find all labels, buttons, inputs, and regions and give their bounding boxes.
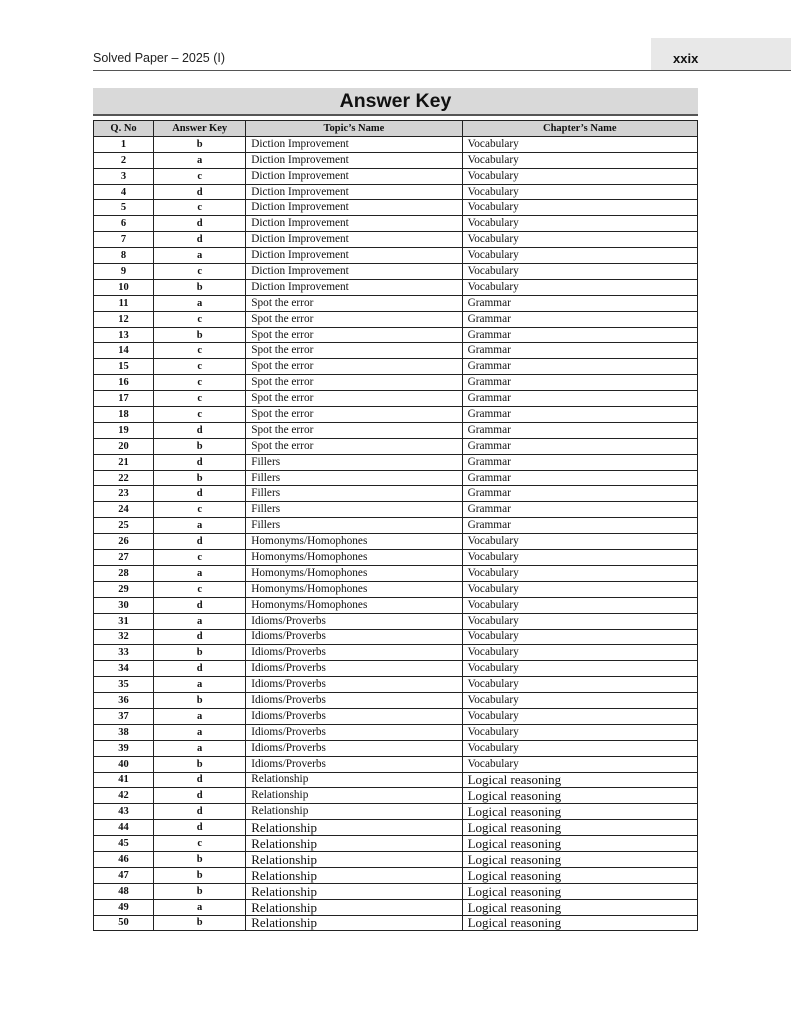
cell-answer: a <box>154 899 246 915</box>
cell-chapter: Logical reasoning <box>462 899 697 915</box>
page-number-box <box>651 38 791 71</box>
cell-qno: 5 <box>94 200 154 216</box>
cell-qno: 32 <box>94 629 154 645</box>
table-row <box>94 295 698 311</box>
cell-chapter: Vocabulary <box>462 740 697 756</box>
cell-topic: Spot the error <box>246 391 462 407</box>
cell-qno: 21 <box>94 454 154 470</box>
cell-chapter: Vocabulary <box>462 248 697 264</box>
cell-topic: Idioms/Proverbs <box>246 629 462 645</box>
table-row <box>94 152 698 168</box>
cell-chapter: Vocabulary <box>462 677 697 693</box>
cell-topic: Relationship <box>246 836 462 852</box>
cell-qno: 1 <box>94 136 154 152</box>
cell-topic: Idioms/Proverbs <box>246 661 462 677</box>
cell-qno: 35 <box>94 677 154 693</box>
header-divider <box>93 70 791 71</box>
cell-topic: Diction Improvement <box>246 248 462 264</box>
cell-chapter: Vocabulary <box>462 136 697 152</box>
table-row <box>94 343 698 359</box>
table-row <box>94 565 698 581</box>
table-row <box>94 788 698 804</box>
cell-qno: 41 <box>94 772 154 788</box>
cell-answer: b <box>154 327 246 343</box>
cell-qno: 8 <box>94 248 154 264</box>
cell-qno: 42 <box>94 788 154 804</box>
cell-chapter: Vocabulary <box>462 661 697 677</box>
cell-answer: b <box>154 883 246 899</box>
table-row <box>94 232 698 248</box>
cell-answer: c <box>154 264 246 280</box>
col-header-chapter: Chapter’s Name <box>462 121 697 137</box>
cell-topic: Fillers <box>246 486 462 502</box>
cell-qno: 4 <box>94 184 154 200</box>
cell-topic: Relationship <box>246 851 462 867</box>
cell-topic: Idioms/Proverbs <box>246 693 462 709</box>
table-row <box>94 645 698 661</box>
table-row <box>94 470 698 486</box>
cell-chapter: Logical reasoning <box>462 820 697 836</box>
cell-chapter: Vocabulary <box>462 724 697 740</box>
cell-topic: Spot the error <box>246 327 462 343</box>
table-row <box>94 438 698 454</box>
cell-qno: 17 <box>94 391 154 407</box>
cell-qno: 15 <box>94 359 154 375</box>
cell-qno: 48 <box>94 883 154 899</box>
table-row <box>94 597 698 613</box>
table-body <box>94 136 698 931</box>
cell-chapter: Vocabulary <box>462 629 697 645</box>
cell-topic: Diction Improvement <box>246 279 462 295</box>
cell-chapter: Logical reasoning <box>462 772 697 788</box>
table-row <box>94 915 698 931</box>
cell-chapter: Logical reasoning <box>462 883 697 899</box>
cell-answer: a <box>154 677 246 693</box>
cell-answer: c <box>154 407 246 423</box>
table-row <box>94 279 698 295</box>
table-row <box>94 899 698 915</box>
table-row <box>94 359 698 375</box>
cell-topic: Homonyms/Homophones <box>246 581 462 597</box>
cell-qno: 44 <box>94 820 154 836</box>
cell-chapter: Grammar <box>462 470 697 486</box>
cell-answer: d <box>154 216 246 232</box>
cell-answer: c <box>154 836 246 852</box>
cell-chapter: Grammar <box>462 343 697 359</box>
cell-qno: 31 <box>94 613 154 629</box>
table-row <box>94 518 698 534</box>
cell-chapter: Logical reasoning <box>462 788 697 804</box>
table-row <box>94 391 698 407</box>
table-row <box>94 422 698 438</box>
table-header-row <box>94 121 698 137</box>
table-row <box>94 200 698 216</box>
cell-answer: b <box>154 867 246 883</box>
table-row <box>94 375 698 391</box>
section-title-bar <box>93 88 698 116</box>
table-row <box>94 264 698 280</box>
table-row <box>94 184 698 200</box>
cell-topic: Spot the error <box>246 438 462 454</box>
cell-answer: c <box>154 581 246 597</box>
cell-chapter: Grammar <box>462 486 697 502</box>
cell-topic: Spot the error <box>246 311 462 327</box>
cell-topic: Fillers <box>246 518 462 534</box>
table-row <box>94 581 698 597</box>
cell-topic: Diction Improvement <box>246 184 462 200</box>
cell-qno: 13 <box>94 327 154 343</box>
cell-qno: 29 <box>94 581 154 597</box>
cell-chapter: Vocabulary <box>462 550 697 566</box>
cell-chapter: Grammar <box>462 375 697 391</box>
cell-answer: b <box>154 693 246 709</box>
cell-chapter: Grammar <box>462 454 697 470</box>
cell-answer: c <box>154 391 246 407</box>
cell-chapter: Vocabulary <box>462 200 697 216</box>
cell-answer: a <box>154 724 246 740</box>
cell-answer: a <box>154 565 246 581</box>
cell-answer: c <box>154 550 246 566</box>
cell-qno: 27 <box>94 550 154 566</box>
cell-chapter: Vocabulary <box>462 597 697 613</box>
cell-answer: c <box>154 502 246 518</box>
cell-chapter: Vocabulary <box>462 534 697 550</box>
cell-chapter: Grammar <box>462 327 697 343</box>
cell-chapter: Vocabulary <box>462 184 697 200</box>
cell-answer: a <box>154 613 246 629</box>
cell-answer: d <box>154 597 246 613</box>
cell-topic: Fillers <box>246 470 462 486</box>
cell-chapter: Vocabulary <box>462 645 697 661</box>
cell-chapter: Vocabulary <box>462 756 697 772</box>
cell-qno: 36 <box>94 693 154 709</box>
cell-chapter: Vocabulary <box>462 232 697 248</box>
cell-qno: 43 <box>94 804 154 820</box>
cell-qno: 38 <box>94 724 154 740</box>
table-row <box>94 867 698 883</box>
cell-topic: Homonyms/Homophones <box>246 534 462 550</box>
cell-topic: Idioms/Proverbs <box>246 677 462 693</box>
header-title: Solved Paper – 2025 (I) <box>93 51 226 65</box>
cell-topic: Spot the error <box>246 422 462 438</box>
cell-qno: 33 <box>94 645 154 661</box>
cell-topic: Relationship <box>246 804 462 820</box>
cell-topic: Relationship <box>246 772 462 788</box>
table-row <box>94 327 698 343</box>
cell-topic: Homonyms/Homophones <box>246 550 462 566</box>
cell-chapter: Logical reasoning <box>462 804 697 820</box>
cell-answer: d <box>154 629 246 645</box>
cell-chapter: Grammar <box>462 295 697 311</box>
table-row <box>94 454 698 470</box>
cell-qno: 22 <box>94 470 154 486</box>
table-row <box>94 836 698 852</box>
cell-answer: a <box>154 152 246 168</box>
cell-answer: b <box>154 645 246 661</box>
cell-topic: Relationship <box>246 899 462 915</box>
cell-qno: 3 <box>94 168 154 184</box>
table-row <box>94 502 698 518</box>
cell-chapter: Logical reasoning <box>462 851 697 867</box>
cell-topic: Spot the error <box>246 295 462 311</box>
cell-chapter: Vocabulary <box>462 279 697 295</box>
cell-answer: d <box>154 422 246 438</box>
cell-chapter: Grammar <box>462 422 697 438</box>
cell-answer: b <box>154 136 246 152</box>
table-row <box>94 136 698 152</box>
table-row <box>94 311 698 327</box>
cell-chapter: Grammar <box>462 502 697 518</box>
cell-qno: 19 <box>94 422 154 438</box>
cell-qno: 26 <box>94 534 154 550</box>
table-row <box>94 883 698 899</box>
cell-answer: b <box>154 851 246 867</box>
table-row <box>94 804 698 820</box>
cell-topic: Idioms/Proverbs <box>246 645 462 661</box>
cell-answer: d <box>154 804 246 820</box>
table-row <box>94 820 698 836</box>
cell-qno: 30 <box>94 597 154 613</box>
page-header <box>93 38 791 71</box>
cell-topic: Spot the error <box>246 343 462 359</box>
cell-topic: Idioms/Proverbs <box>246 724 462 740</box>
cell-chapter: Vocabulary <box>462 693 697 709</box>
cell-qno: 39 <box>94 740 154 756</box>
cell-qno: 7 <box>94 232 154 248</box>
cell-qno: 47 <box>94 867 154 883</box>
cell-qno: 20 <box>94 438 154 454</box>
cell-chapter: Grammar <box>462 359 697 375</box>
page-number: xxix <box>673 51 699 66</box>
cell-chapter: Grammar <box>462 391 697 407</box>
table-row <box>94 216 698 232</box>
cell-qno: 24 <box>94 502 154 518</box>
cell-topic: Diction Improvement <box>246 216 462 232</box>
table-row <box>94 168 698 184</box>
cell-qno: 37 <box>94 708 154 724</box>
cell-answer: a <box>154 708 246 724</box>
cell-chapter: Vocabulary <box>462 264 697 280</box>
table-row <box>94 756 698 772</box>
cell-answer: a <box>154 518 246 534</box>
cell-answer: a <box>154 248 246 264</box>
cell-qno: 23 <box>94 486 154 502</box>
answer-key-table <box>93 120 698 931</box>
cell-topic: Relationship <box>246 915 462 931</box>
cell-answer: c <box>154 200 246 216</box>
table-row <box>94 693 698 709</box>
cell-qno: 9 <box>94 264 154 280</box>
col-header-answer: Answer Key <box>154 121 246 137</box>
table-row <box>94 661 698 677</box>
cell-answer: b <box>154 756 246 772</box>
cell-topic: Idioms/Proverbs <box>246 740 462 756</box>
cell-answer: a <box>154 740 246 756</box>
cell-topic: Diction Improvement <box>246 264 462 280</box>
cell-topic: Relationship <box>246 867 462 883</box>
cell-answer: d <box>154 820 246 836</box>
cell-chapter: Grammar <box>462 518 697 534</box>
cell-qno: 25 <box>94 518 154 534</box>
cell-qno: 14 <box>94 343 154 359</box>
cell-qno: 45 <box>94 836 154 852</box>
cell-qno: 46 <box>94 851 154 867</box>
cell-qno: 18 <box>94 407 154 423</box>
cell-answer: d <box>154 661 246 677</box>
table-row <box>94 534 698 550</box>
table-row <box>94 248 698 264</box>
cell-topic: Spot the error <box>246 375 462 391</box>
cell-topic: Idioms/Proverbs <box>246 613 462 629</box>
cell-answer: d <box>154 232 246 248</box>
cell-topic: Homonyms/Homophones <box>246 565 462 581</box>
cell-answer: b <box>154 470 246 486</box>
cell-answer: d <box>154 772 246 788</box>
table-row <box>94 724 698 740</box>
cell-topic: Idioms/Proverbs <box>246 708 462 724</box>
cell-chapter: Vocabulary <box>462 708 697 724</box>
table-row <box>94 407 698 423</box>
cell-topic: Relationship <box>246 788 462 804</box>
cell-answer: c <box>154 343 246 359</box>
cell-qno: 49 <box>94 899 154 915</box>
cell-answer: c <box>154 168 246 184</box>
section-title: Answer Key <box>339 90 452 112</box>
cell-answer: b <box>154 915 246 931</box>
cell-topic: Diction Improvement <box>246 168 462 184</box>
cell-chapter: Vocabulary <box>462 168 697 184</box>
table-row <box>94 613 698 629</box>
cell-topic: Diction Improvement <box>246 152 462 168</box>
cell-answer: b <box>154 438 246 454</box>
table-row <box>94 677 698 693</box>
cell-qno: 6 <box>94 216 154 232</box>
cell-answer: d <box>154 184 246 200</box>
table-row <box>94 550 698 566</box>
cell-qno: 11 <box>94 295 154 311</box>
cell-chapter: Grammar <box>462 311 697 327</box>
table-row <box>94 486 698 502</box>
cell-topic: Spot the error <box>246 359 462 375</box>
cell-topic: Relationship <box>246 883 462 899</box>
cell-answer: c <box>154 375 246 391</box>
cell-chapter: Grammar <box>462 407 697 423</box>
cell-chapter: Vocabulary <box>462 565 697 581</box>
cell-topic: Homonyms/Homophones <box>246 597 462 613</box>
table-row <box>94 708 698 724</box>
table-row <box>94 772 698 788</box>
cell-answer: d <box>154 454 246 470</box>
cell-answer: b <box>154 279 246 295</box>
col-header-qno: Q. No <box>94 121 154 137</box>
cell-answer: c <box>154 359 246 375</box>
cell-topic: Diction Improvement <box>246 200 462 216</box>
cell-qno: 10 <box>94 279 154 295</box>
cell-topic: Relationship <box>246 820 462 836</box>
cell-answer: a <box>154 295 246 311</box>
table-row <box>94 740 698 756</box>
cell-topic: Diction Improvement <box>246 136 462 152</box>
cell-chapter: Grammar <box>462 438 697 454</box>
cell-qno: 28 <box>94 565 154 581</box>
cell-answer: c <box>154 311 246 327</box>
cell-answer: d <box>154 486 246 502</box>
cell-topic: Diction Improvement <box>246 232 462 248</box>
cell-chapter: Logical reasoning <box>462 867 697 883</box>
table-row <box>94 629 698 645</box>
cell-chapter: Vocabulary <box>462 613 697 629</box>
cell-qno: 34 <box>94 661 154 677</box>
cell-qno: 2 <box>94 152 154 168</box>
cell-qno: 50 <box>94 915 154 931</box>
cell-chapter: Logical reasoning <box>462 836 697 852</box>
cell-chapter: Vocabulary <box>462 581 697 597</box>
cell-chapter: Logical reasoning <box>462 915 697 931</box>
cell-chapter: Vocabulary <box>462 152 697 168</box>
cell-qno: 16 <box>94 375 154 391</box>
cell-topic: Spot the error <box>246 407 462 423</box>
cell-chapter: Vocabulary <box>462 216 697 232</box>
cell-topic: Fillers <box>246 502 462 518</box>
col-header-topic: Topic’s Name <box>246 121 462 137</box>
cell-answer: d <box>154 788 246 804</box>
table-row <box>94 851 698 867</box>
cell-topic: Idioms/Proverbs <box>246 756 462 772</box>
cell-qno: 40 <box>94 756 154 772</box>
cell-topic: Fillers <box>246 454 462 470</box>
cell-qno: 12 <box>94 311 154 327</box>
cell-answer: d <box>154 534 246 550</box>
